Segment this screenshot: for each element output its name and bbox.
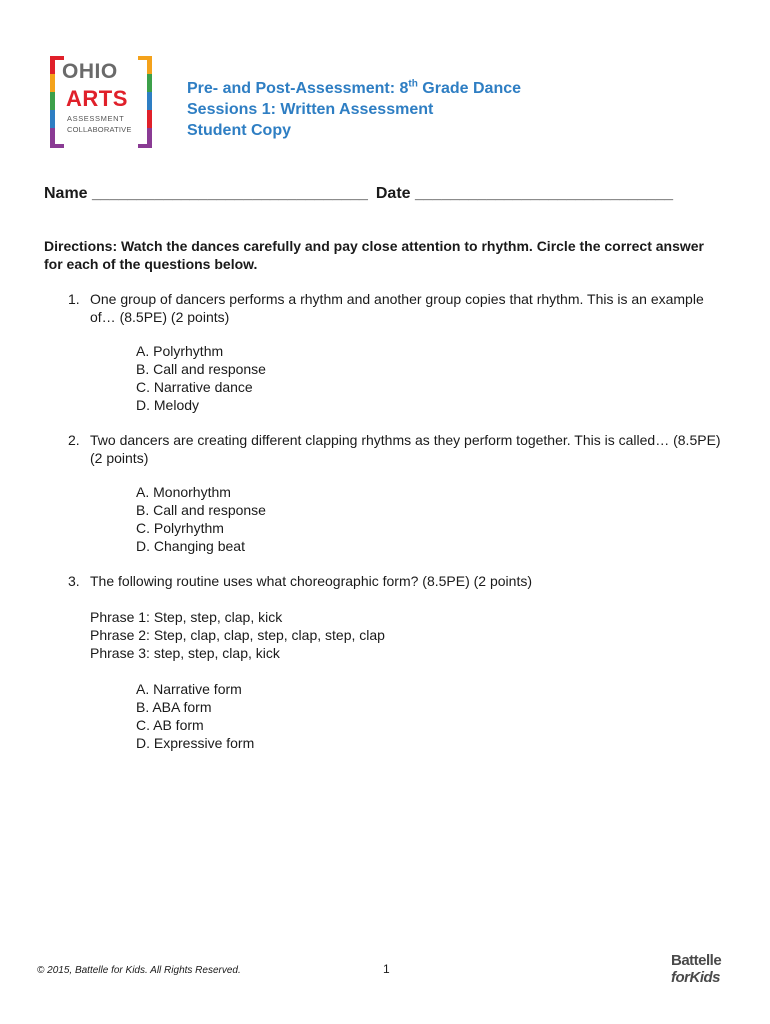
date-field[interactable]: Date _____________________________ <box>375 185 674 202</box>
logo-ohio-text: OHIO <box>62 60 118 83</box>
question-text: The following routine uses what choreographic form? (8.5PE) (2 points) <box>90 573 532 589</box>
answer-option[interactable]: C. Polyrhythm <box>136 520 224 536</box>
question-text: One group of dancers performs a rhythm and another group copies that rhythm. This is an example of… (8.5PE) (2 points) <box>90 291 704 325</box>
answer-option[interactable]: C. AB form <box>136 717 204 733</box>
answer-option[interactable]: D. Changing beat <box>136 538 245 554</box>
question-number: 2. <box>68 432 80 448</box>
title-line-2: Sessions 1: Written Assessment <box>187 101 434 118</box>
document-title <box>187 78 521 141</box>
answer-option[interactable]: B. ABA form <box>136 699 212 715</box>
page-number: 1 <box>383 962 390 976</box>
phrase-list <box>90 608 728 662</box>
answer-option[interactable]: A. Monorhythm <box>136 484 231 500</box>
brand-line-1: Battelle <box>671 952 722 969</box>
name-date-row <box>44 185 673 203</box>
brand-line-2: forKids <box>671 969 720 986</box>
battelle-for-kids-logo <box>671 952 721 986</box>
question-text: Two dancers are creating different clapping rhythms as they perform together. This is called… (8.5PE) (2 points) <box>90 432 721 466</box>
logo-collaborative-text: COLLABORATIVE <box>67 125 132 134</box>
answer-option[interactable]: A. Polyrhythm <box>136 343 224 359</box>
ohio-arts-logo <box>50 56 152 148</box>
answer-option[interactable]: C. Narrative dance <box>136 379 253 395</box>
question-number: 1. <box>68 291 80 307</box>
answer-option[interactable]: D. Expressive form <box>136 735 255 751</box>
title-line-3: Student Copy <box>187 122 291 139</box>
question-number: 3. <box>68 573 80 589</box>
directions-text: Directions: Watch the dances carefully and pay close attention to rhythm. Circle the correct answer for each of the questions below. <box>44 238 704 272</box>
name-field[interactable]: Name _______________________________ <box>44 185 368 202</box>
logo-assessment-text: ASSESSMENT <box>67 114 125 123</box>
title-line-1-end: Grade Dance <box>417 80 522 97</box>
copyright-text: © 2015, Battelle for Kids. All Rights Reserved. <box>37 965 241 976</box>
title-superscript: th <box>408 78 418 90</box>
answer-option[interactable]: B. Call and response <box>136 361 266 377</box>
phrase-line: Phrase 1: Step, step, clap, kick <box>90 609 283 625</box>
title-line-1-main: Pre- and Post-Assessment: 8 <box>187 80 409 97</box>
phrase-line: Phrase 3: step, step, clap, kick <box>90 645 280 661</box>
questions-list <box>68 290 728 752</box>
question-2 <box>68 431 728 555</box>
answer-options <box>136 342 728 414</box>
answer-options <box>136 483 728 555</box>
answer-options <box>136 680 728 752</box>
phrase-line: Phrase 2: Step, clap, clap, step, clap, step, clap <box>90 627 385 643</box>
logo-arts-text: ARTS <box>66 86 128 111</box>
answer-option[interactable]: A. Narrative form <box>136 681 242 697</box>
answer-option[interactable]: B. Call and response <box>136 502 266 518</box>
question-3 <box>68 572 728 752</box>
answer-option[interactable]: D. Melody <box>136 397 200 413</box>
question-1 <box>68 290 728 414</box>
title-line-1 <box>187 78 521 99</box>
